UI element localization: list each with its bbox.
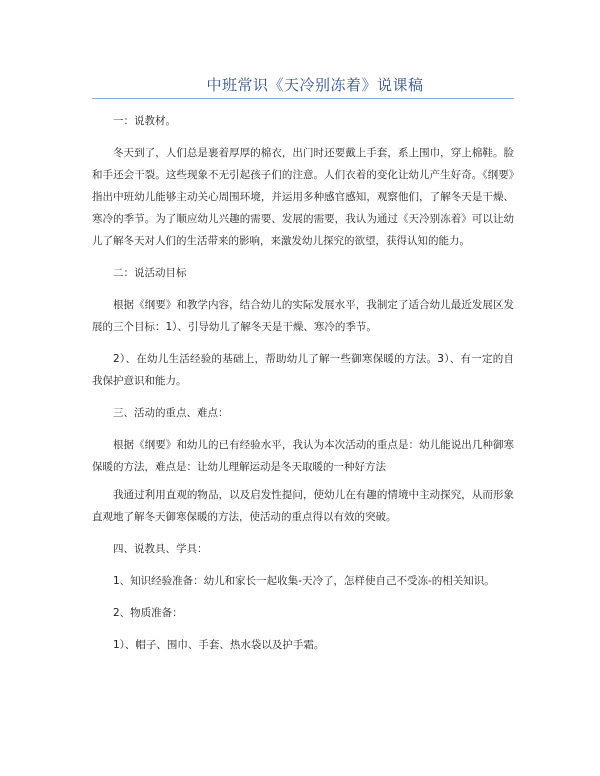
body-paragraph: 1）、帽子、围巾、手套、热水袋以及护手霜。 bbox=[113, 639, 325, 651]
section-heading: 2、物质准备： bbox=[113, 607, 183, 619]
spacer bbox=[92, 424, 514, 434]
spacer bbox=[92, 252, 514, 262]
section-heading: 二：说活动目标 bbox=[113, 267, 187, 279]
body-paragraph: 2）、在幼儿生活经验的基础上，帮助幼儿了解一些御寒保暖的方法。3）、有一定的自我保护意识和能力。 bbox=[92, 353, 514, 387]
spacer bbox=[92, 624, 514, 634]
body-paragraph: 冬天到了，人们总是裹着厚厚的棉衣，出门时还要戴上手套，系上围巾，穿上棉鞋。脸和手还会干裂。这些现象不无引起孩子们的注意。人们衣着的变化让幼儿产生好奇。《纲要》指出中班幼儿能够主动关心周围环境，并运用多种感官感知，观察他们，了解冬天是干燥、寒冷的季节。为了顺应幼儿兴趣的需要、发展的需要，我认为通过《天冷别冻着》可以让幼儿了解冬天对人们的生活带来的影响，来激发幼儿探究的欲望，获得认知的能力。 bbox=[92, 147, 514, 247]
body-paragraph: 根据《纲要》和幼儿的已有经验水平，我认为本次活动的重点是：幼儿能说出几种御寒保暖的方法，难点是：让幼儿理解运动是冬天取暖的一种好方法 bbox=[92, 439, 514, 473]
body-paragraph: 根据《纲要》和教学内容，结合幼儿的实际发展水平，我制定了适合幼儿最近发展区发展的三个目标：1）、引导幼儿了解冬天是干燥、寒冷的季节。 bbox=[92, 299, 514, 333]
document-title: 中班常识《天冷别冻着》说课稿 bbox=[206, 76, 424, 94]
section-heading: 三、活动的重点、难点： bbox=[113, 407, 229, 419]
spacer bbox=[92, 132, 514, 142]
spacer bbox=[92, 338, 514, 348]
spacer bbox=[92, 284, 514, 294]
spacer bbox=[92, 592, 514, 602]
section-heading: 四、说教具、学具： bbox=[113, 543, 208, 555]
document-body bbox=[92, 110, 514, 656]
spacer bbox=[92, 528, 514, 538]
body-paragraph: 我通过利用直观的物品，以及启发性提问，使幼儿在有趣的情境中主动探究，从而形象直观地了解冬天御寒保暖的方法，使活动的重点得以有效的突破。 bbox=[92, 489, 514, 523]
title-underline bbox=[92, 98, 514, 99]
spacer bbox=[92, 560, 514, 570]
spacer bbox=[92, 392, 514, 402]
body-paragraph: 1、知识经验准备：幼儿和家长一起收集-天冷了，怎样使自己不受冻-的相关知识。 bbox=[113, 575, 495, 587]
section-heading: 一：说教材。 bbox=[113, 115, 176, 127]
